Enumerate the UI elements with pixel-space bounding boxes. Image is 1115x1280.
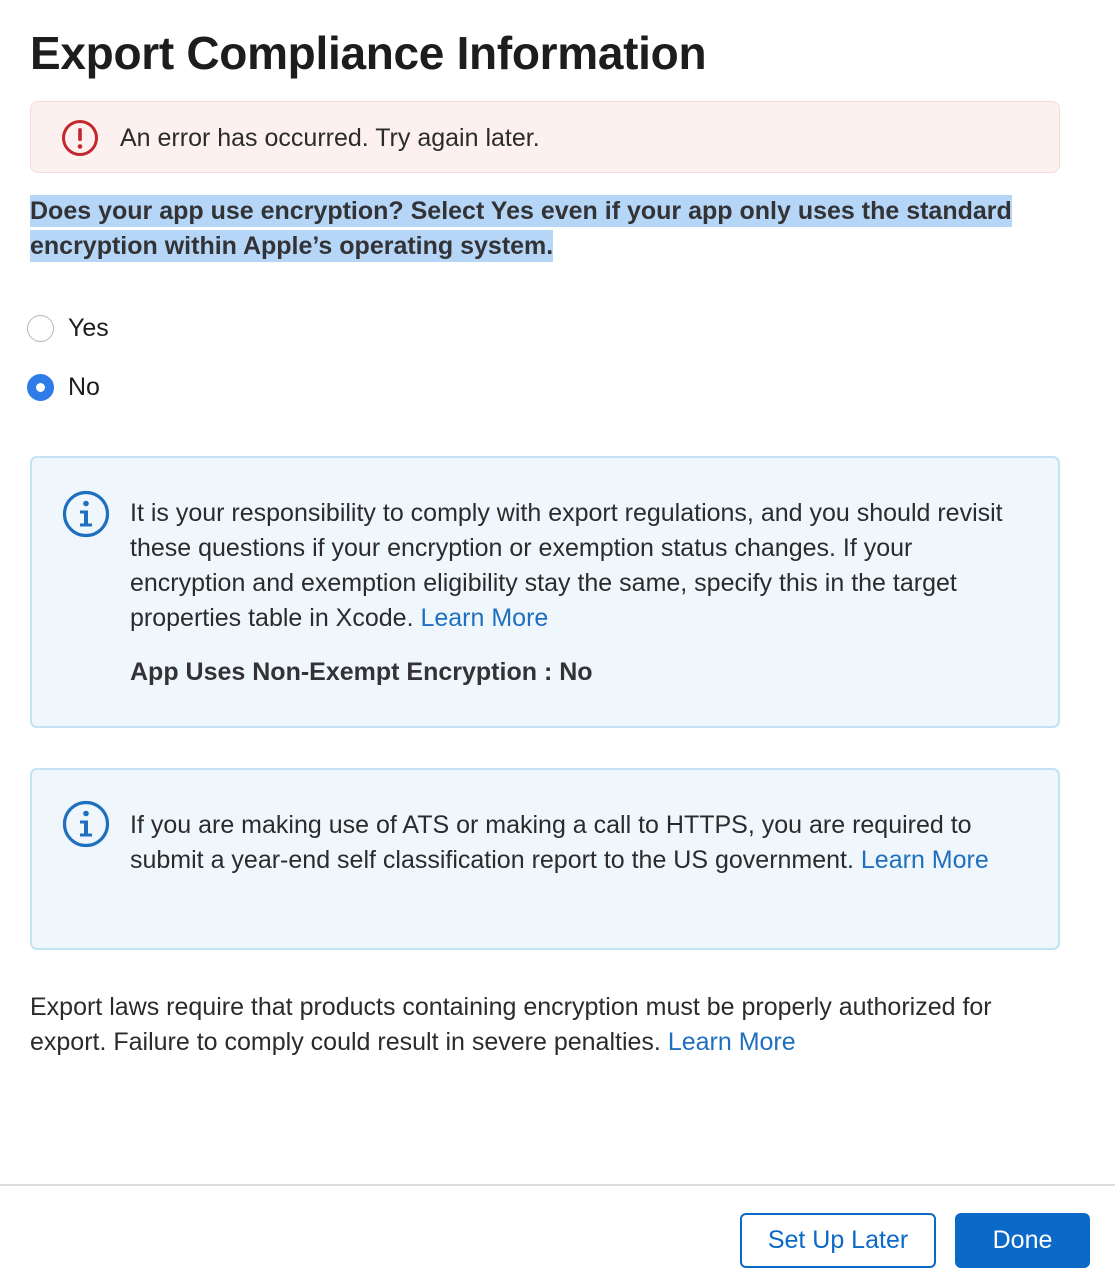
error-message: An error has occurred. Try again later.: [120, 124, 540, 152]
learn-more-link[interactable]: Learn More: [860, 846, 989, 874]
no-radio[interactable]: [27, 374, 54, 401]
encryption-summary: App Uses Non-Exempt Encryption : No: [130, 658, 593, 686]
export-laws-text: Export laws require that products containing encryption must be properly authorized for export. Failure to comply could result in severe penalties.: [30, 993, 992, 1056]
learn-more-link[interactable]: Learn More: [420, 604, 549, 632]
ats-message: If you are making use of ATS or making a call to HTTPS, you are required to submit a year-end self classification report to the US government.: [130, 811, 972, 874]
ats-info-box: [30, 768, 1060, 950]
done-button[interactable]: Done: [955, 1213, 1090, 1268]
no-radio-label[interactable]: No: [68, 373, 100, 401]
responsibility-message: It is your responsibility to comply with export regulations, and you should revisit these questions if your encryption or exemption status changes. If your encryption and exemption eligibility stay the same, specify this in the target properties table in Xcode.: [130, 499, 1003, 632]
encryption-question-text: Does your app use encryption? Select Yes even if your app only uses the standard encryption within Apple’s operating system.: [30, 197, 1012, 260]
footer-divider: [0, 1184, 1115, 1186]
responsibility-info-box: [30, 456, 1060, 728]
ats-text: [130, 808, 1010, 878]
export-laws-note: [30, 990, 1070, 1060]
set-up-later-button[interactable]: Set Up Later: [740, 1213, 936, 1268]
radio-option-yes[interactable]: [27, 314, 109, 343]
radio-option-no[interactable]: [27, 373, 100, 402]
info-icon: [62, 800, 110, 848]
encryption-question: [30, 194, 1060, 264]
info-icon: [62, 490, 110, 538]
responsibility-text: [130, 496, 1010, 636]
yes-radio-label[interactable]: Yes: [68, 314, 109, 342]
page-title: Export Compliance Information: [30, 27, 707, 79]
error-exclamation-icon: [61, 119, 99, 157]
learn-more-link[interactable]: Learn More: [667, 1028, 796, 1056]
error-banner: [30, 101, 1060, 173]
yes-radio[interactable]: [27, 315, 54, 342]
